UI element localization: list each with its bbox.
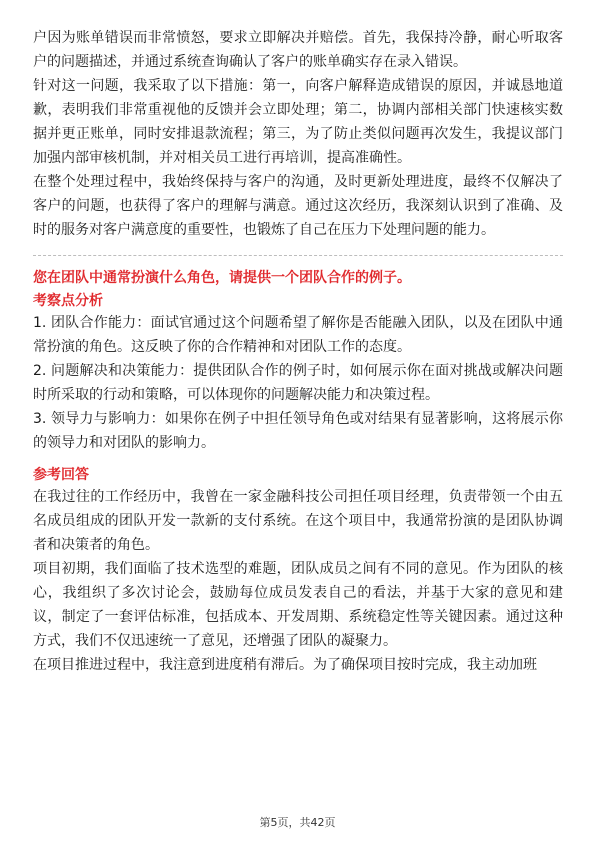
answer-paragraph-1: 在我过往的工作经历中，我曾在一家金融科技公司担任项目经理，负责带领一个由五名成员组成的团队开发一款新的支付系统。在这个项目中，我通常扮演的是团队协调者和决策者的角色。 (33, 489, 563, 553)
answer-heading: 参考回答 (33, 467, 89, 483)
analysis-item-3: 3. 领导力与影响力：如果你在例子中担任领导角色或对结果有显著影响，这将展示你的领导力和对团队的影响力。 (33, 411, 563, 451)
analysis-item-1: 1. 团队合作能力：面试官通过这个问题希望了解你是否能融入团队，以及在团队中通常扮演的角色。这反映了你的合作精神和对团队工作的态度。 (33, 315, 563, 355)
question-heading: 您在团队中通常扮演什么角色，请提供一个团队合作的例子。 (33, 270, 411, 286)
intro-paragraph-3: 在整个处理过程中，我始终保持与客户的沟通，及时更新处理进度，最终不仅解决了客户的问题，也获得了客户的理解与满意。通过这次经历，我深刻认识到了准确、及时的服务对客户满意度的重要性，也锻炼了自己在压力下处理问题的能力。 (33, 174, 563, 238)
answer-paragraph-3: 在项目推进过程中，我注意到进度稍有滞后。为了确保项目按时完成，我主动加班 (33, 657, 537, 673)
page-number: 第5页，共42页 (259, 816, 336, 829)
page-content (33, 26, 563, 677)
section-divider (33, 255, 563, 256)
intro-paragraph-2: 针对这一问题，我采取了以下措施：第一，向客户解释造成错误的原因，并诚恳地道歉，表明我们非常重视他的反馈并会立即处理；第二，协调内部相关部门快速核实数据并更正账单，同时安排退款流程；第三，为了防止类似问题再次发生，我提议部门加强内部审核机制，并对相关员工进行再培训，提高准确性。 (33, 78, 563, 166)
answer-body (33, 485, 563, 677)
analysis-item-2: 2. 问题解决和决策能力：提供团队合作的例子时，如何展示你在面对挑战或解决问题时所采取的行动和策略，可以体现你的问题解决能力和决策过程。 (33, 363, 563, 403)
intro-paragraph-1: 户因为账单错误而非常愤怒，要求立即解决并赔偿。首先，我保持冷静，耐心听取客户的问题描述，并通过系统查询确认了客户的账单确实存在录入错误。 (33, 30, 563, 70)
analysis-list (33, 311, 563, 455)
answer-paragraph-2: 项目初期，我们面临了技术选型的难题，团队成员之间有不同的意见。作为团队的核心，我组织了多次讨论会，鼓励每位成员发表自己的看法，并基于大家的意见和建议，制定了一套评估标准，包括成本、开发周期、系统稳定性等关键因素。通过这种方式，我们不仅迅速统一了意见，还增强了团队的凝聚力。 (33, 561, 563, 649)
analysis-heading: 考察点分析 (33, 293, 103, 309)
